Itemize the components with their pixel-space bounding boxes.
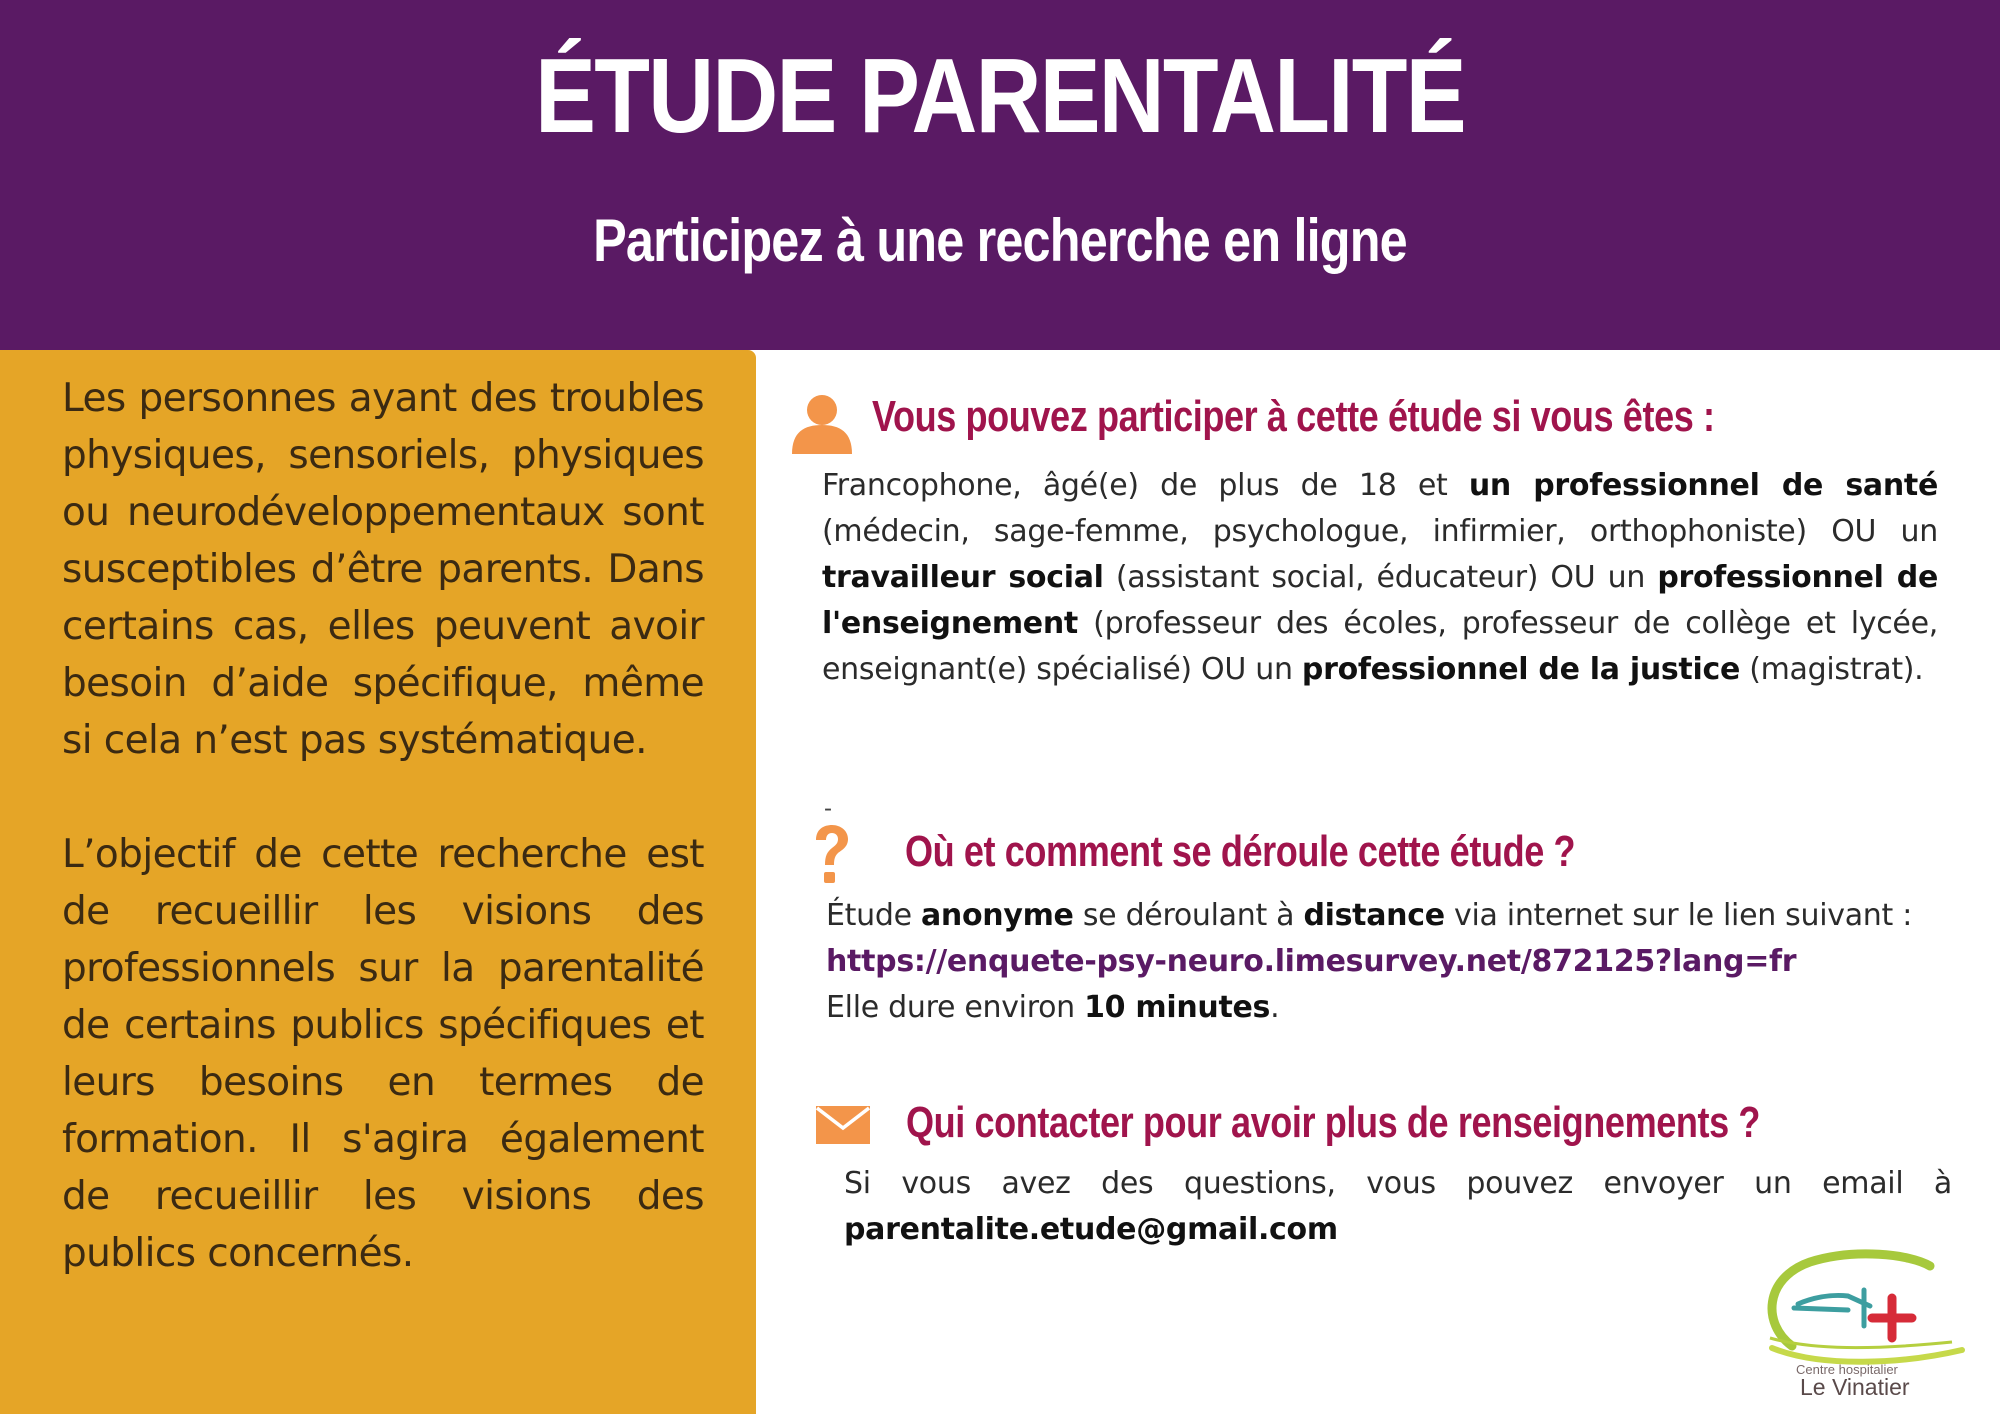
person-icon (790, 394, 854, 454)
section-eligibility-text: Francophone, âgé(e) de plus de 18 et un professionnel de santé (médecin, sage-femme, psychologue, infirmier, orthophoniste) OU un travailleur social (assistant social, éducateur) OU un professionnel de l'enseignement (professeur des écoles, professeur de collège et lycée, enseignant(e) spécialisé) OU un professionnel de la justice (magistrat). (822, 468, 1939, 687)
question-mark-icon (810, 824, 854, 886)
envelope-icon (816, 1106, 870, 1144)
left-text (62, 370, 704, 1339)
section-how-text: Étude anonyme se déroulant à distance via internet sur le lien suivant : https://enquete-psy-neuro.limesurvey.net/872125?lang=fr Elle dure environ 10 minutes. (826, 898, 1913, 1025)
objective-paragraph: L’objectif de cette recherche est de recueillir les visions des professionnels sur la parentalité de certains publics spécifiques et leurs besoins en termes de formation. Il s'agira également de recueillir les visions des publics concernés. (62, 832, 704, 1276)
survey-link[interactable]: https://enquete-psy-neuro.limesurvey.net/872125?lang=fr (826, 944, 1797, 979)
section-eligibility-title: Vous pouvez participer à cette étude si vous êtes : (872, 392, 1715, 441)
logo-text-line1: Centre hospitalier (1796, 1362, 1898, 1377)
intro-paragraph: Les personnes ayant des troubles physiques, sensoriels, physiques ou neurodéveloppementaux sont susceptibles d’être parents. Dans certains cas, elles peuvent avoir besoin d’aide spécifique, même si cela n’est pas systématique. (62, 376, 704, 763)
section-contact-title: Qui contacter pour avoir plus de renseignements ? (906, 1098, 1761, 1147)
header-banner (0, 0, 2000, 350)
section-contact-text: Si vous avez des questions, vous pouvez envoyer un email à parentalite.etude@gmail.com (844, 1166, 1952, 1247)
contact-email[interactable]: parentalite.etude@gmail.com (844, 1212, 1338, 1247)
section-how-title: Où et comment se déroule cette étude ? (905, 827, 1576, 876)
separator-dash: - (824, 795, 832, 822)
logo-text-line2: Le Vinatier (1800, 1374, 1910, 1400)
page-subtitle: Participez à une recherche en ligne (593, 207, 1407, 274)
page-title: ÉTUDE PARENTALITÉ (535, 37, 1465, 155)
